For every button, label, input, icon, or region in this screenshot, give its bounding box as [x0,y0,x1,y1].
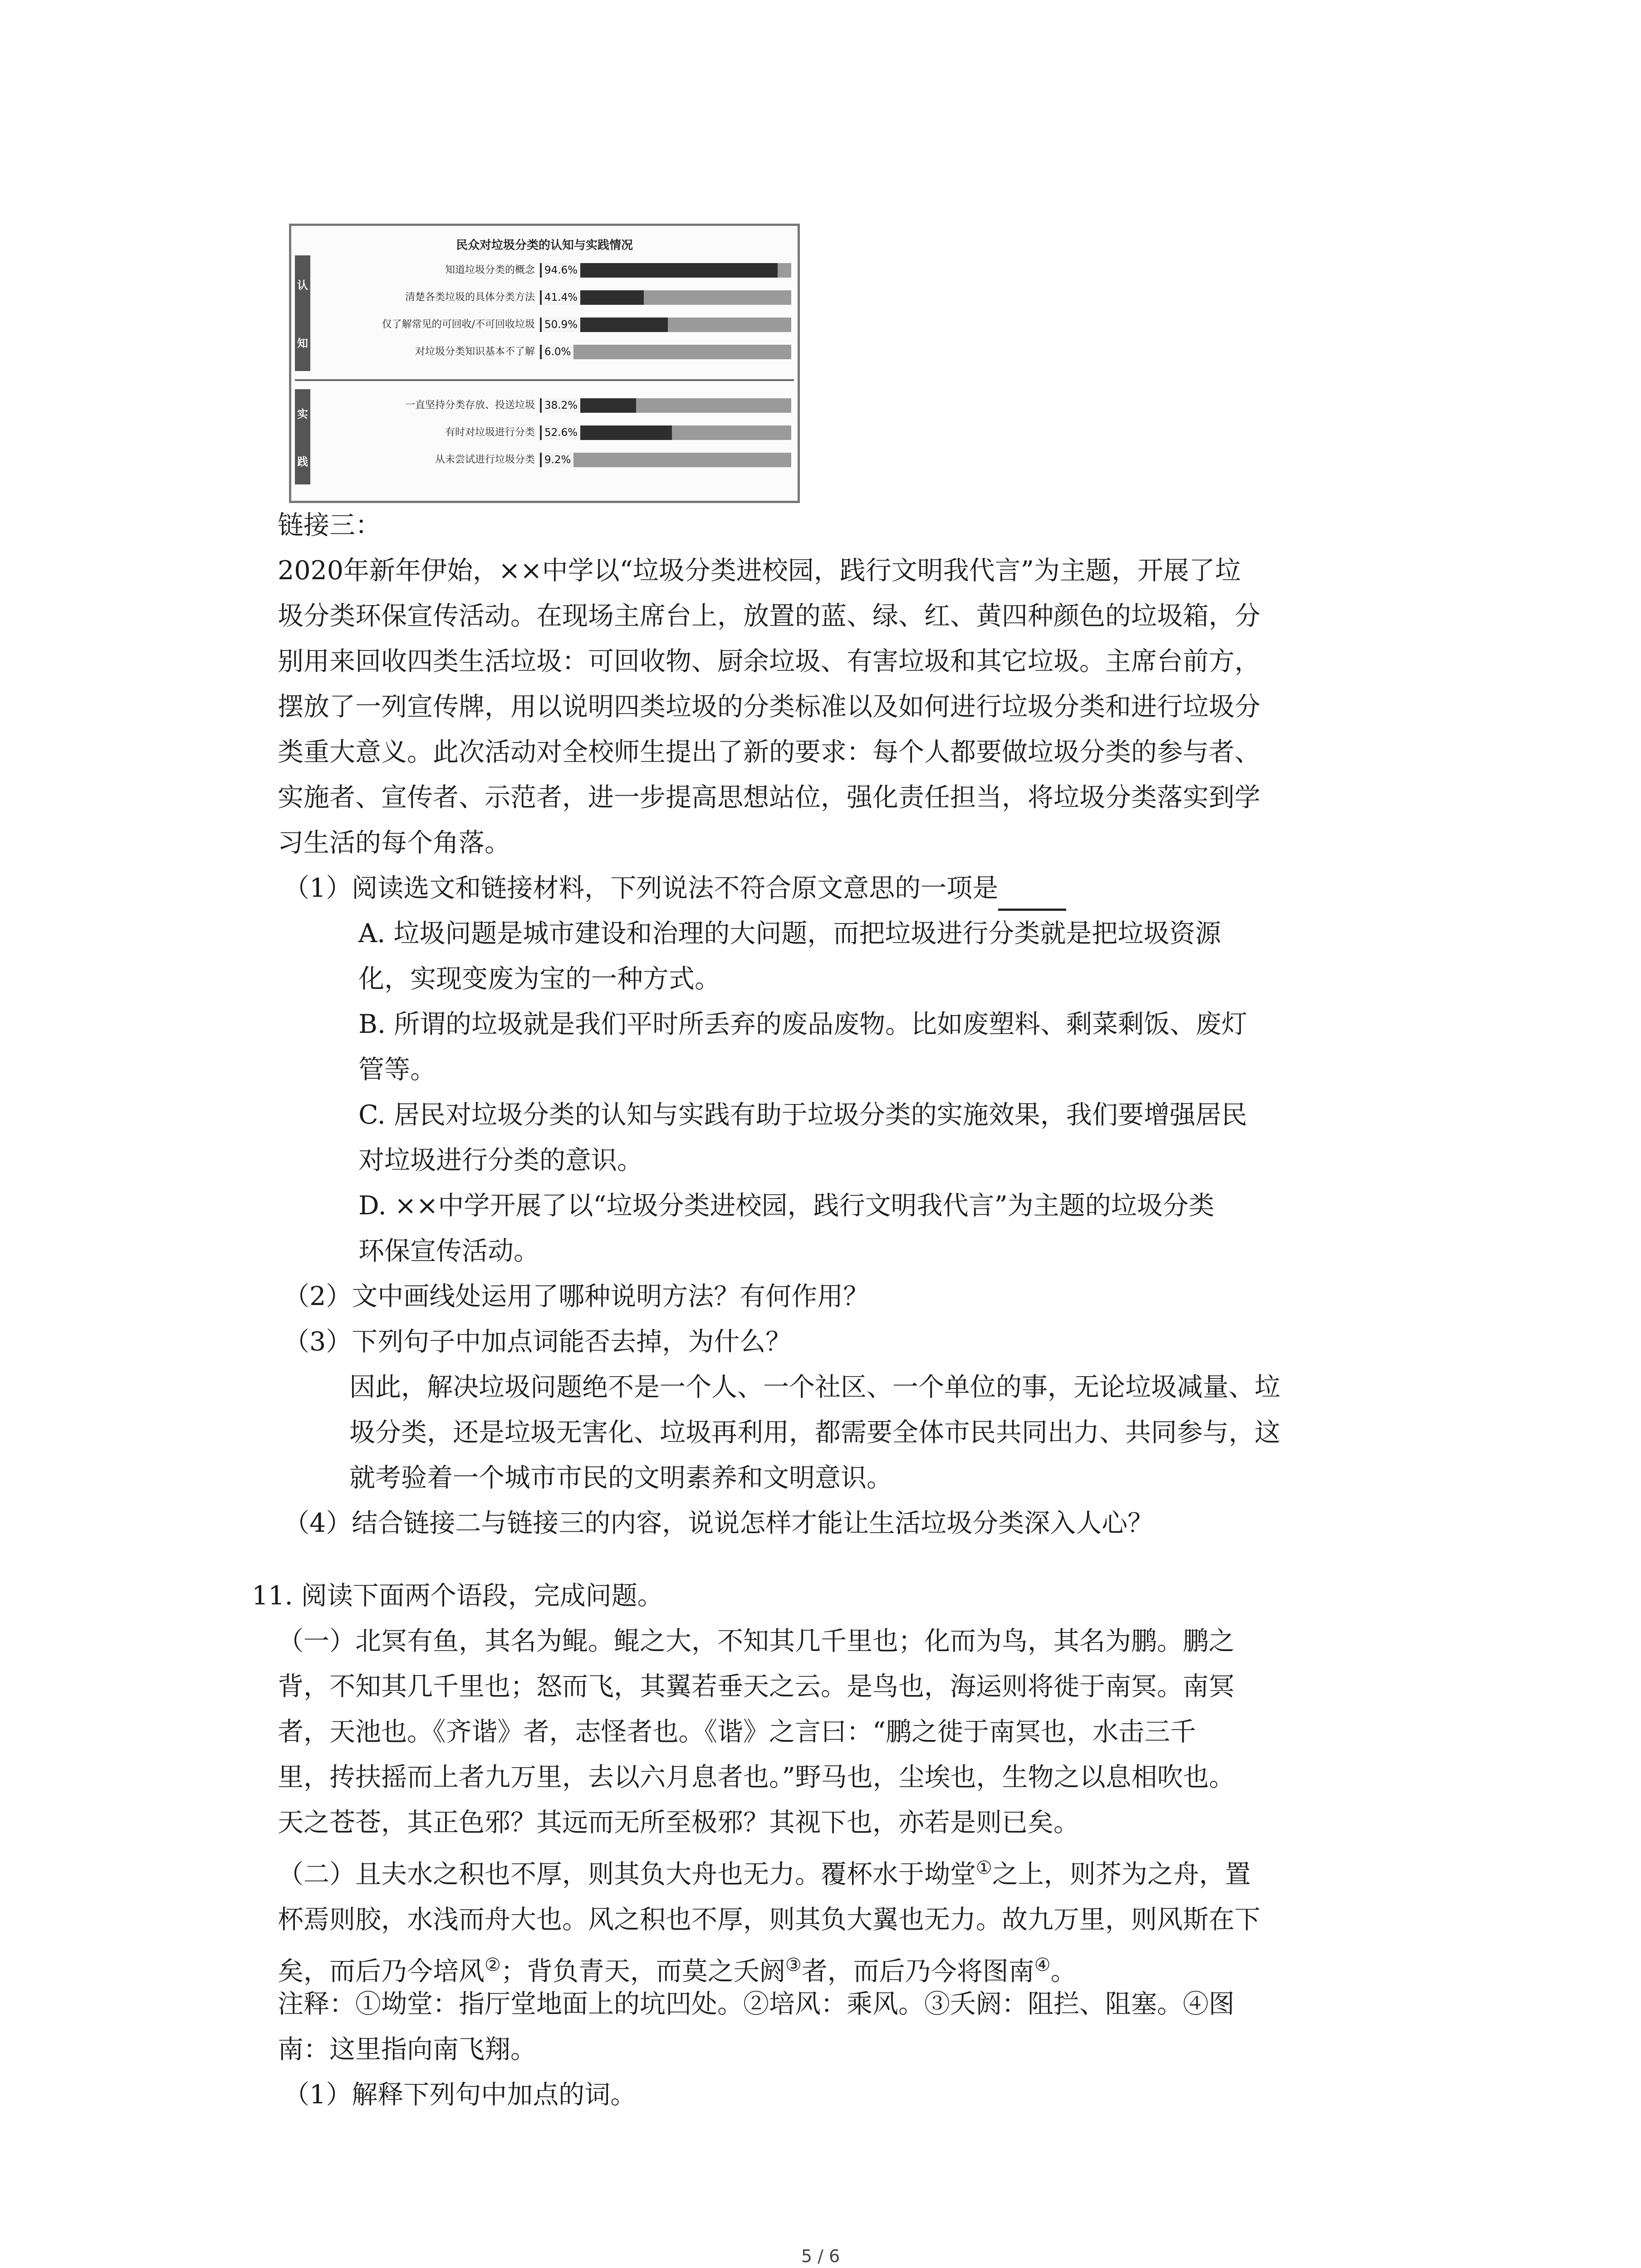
bar-value-label: 41.4% [542,290,580,305]
passage-line: 矣，而后乃今培风②；背负青天，而莫之夭阏③者，而后乃今将图南④。 [278,1955,1077,1986]
note-line: 南：这里指向南飞翔。 [278,2034,536,2064]
group-label-char: 践 [297,455,308,468]
group-label-char: 认 [297,279,308,292]
option-a-line2: 化，实现变废为宝的一种方式。 [358,964,720,994]
bar-label: 从未尝试进行垃圾分类 [435,454,535,465]
link3-line: 类重大意义。此次活动对全校师生提出了新的要求：每个人都要做垃圾分类的参与者、 [278,737,1260,767]
option-d-line1: D. ××中学开展了以“垃圾分类进校园，践行文明我代言”为主题的垃圾分类 [358,1191,1215,1221]
passage-notes [278,1981,1439,2072]
bar-track [540,345,791,359]
option-a-line1: A. 垃圾问题是城市建设和治理的大问题，而把垃圾进行分类就是把垃圾资源 [358,919,1221,948]
link3-line: 圾分类环保宣传活动。在现场主席台上，放置的蓝、绿、红、黄四种颜色的垃圾箱，分 [278,601,1260,631]
option-c-line1: C. 居民对垃圾分类的认知与实践有助于垃圾分类的实施效果，我们要增强居民 [358,1100,1247,1130]
garbage-survey-chart [289,224,800,503]
link3-line: 实施者、宣传者、示范者，进一步提高思想站位，强化责任担当，将垃圾分类落实到学 [278,782,1260,812]
bar-label: 对垃圾分类知识基本不了解 [415,346,535,357]
note-line: 注释：①坳堂：指厅堂地面上的坑凹处。②培风：乘风。③夭阏：阻拦、阻塞。④图 [278,1989,1234,2019]
note-marker: ③ [785,1955,802,1975]
group-label-1 [295,389,310,484]
group-divider [295,379,794,381]
quote-line: 因此，解决垃圾问题绝不是一个人、一个社区、一个单位的事，无论垃圾减量、垃 [349,1372,1280,1402]
bar-track [540,425,791,440]
question-1 [284,865,1066,911]
link3-paragraph [278,548,1439,865]
option-d-line2: 环保宣传活动。 [358,1236,539,1266]
bar-label: 清楚各类垃圾的具体分类方法 [405,292,535,303]
bar-value-label: 50.9% [542,318,580,332]
chart-title: 民众对垃圾分类的认知与实践情况 [456,239,633,252]
question-1-options [358,911,1520,1274]
group-label-char: 实 [297,408,308,420]
bar-row [313,288,787,307]
passage-line: 背，不知其几千里也；怒而飞，其翼若垂天之云。是鸟也，海运则将徙于南冥。南冥 [278,1672,1234,1701]
question-11-sub1: （1）解释下列句中加点的词。 [284,2080,637,2110]
bar-label: 有时对垃圾进行分类 [445,427,535,438]
group-label-char: 知 [297,337,308,350]
passage-line: 者，天池也。《齐谐》者，志怪者也。《谐》之言曰：“鹏之徙于南冥也，水击三千 [278,1717,1196,1747]
bar-track [540,263,791,278]
question-3-quote [349,1364,1511,1501]
page-number: 5 / 6 [801,2246,840,2266]
question-4: （4）结合链接二与链接三的内容，说说怎样才能让生活垃圾分类深入人心？ [284,1508,1154,1538]
bar-value-label: 9.2% [542,453,573,467]
question-3-stem: （3）下列句子中加点词能否去掉，为什么？ [284,1327,792,1357]
question-1-stem: （1）阅读选文和链接材料，下列说法不符合原文意思的一项是 [284,873,999,903]
bar-row [313,396,787,415]
bar-value-label: 6.0% [542,345,573,359]
bar-track [540,398,791,413]
note-marker: ④ [1034,1955,1051,1975]
group-label-0 [295,255,310,371]
bar-label: 一直坚持分类存放、投送垃圾 [405,400,535,411]
passage-line: 杯焉则胶，水浅而舟大也。风之积也不厚，则其负大翼也无力。故九万里，则风斯在下 [278,1905,1260,1935]
bar-value-label: 94.6% [542,263,580,278]
option-b-line1: B. 所谓的垃圾就是我们平时所丢弃的废品废物。比如废塑料、剩菜剩饭、废灯 [358,1009,1248,1039]
option-b-line2: 管等。 [358,1055,436,1085]
bar-row [313,451,787,469]
question-11-title: 11. 阅读下面两个语段，完成问题。 [252,1581,663,1611]
passage-line: （一）北冥有鱼，其名为鲲。鲲之大，不知其几千里也；化而为鸟，其名为鹏。鹏之 [278,1626,1234,1656]
answer-blank [998,881,1066,911]
bar-value-label: 52.6% [542,425,580,440]
passage-line: 天之苍苍，其正色邪？其远而无所至极邪？其视下也，亦若是则已矣。 [278,1808,1079,1838]
question-2: （2）文中画线处运用了哪种说明方法？有何作用？ [284,1281,869,1311]
link3-line: 习生活的每个角落。 [278,828,510,858]
note-marker: ① [976,1857,992,1878]
passage-line: 里，抟扶摇而上者九万里，去以六月息者也。”野马也，尘埃也，生物之以息相吹也。 [278,1762,1235,1792]
bar-label: 知道垃圾分类的概念 [445,264,535,276]
bar-label: 仅了解常见的可回收/不可回收垃圾 [382,319,535,330]
bar-row [313,343,787,361]
bar-row [313,424,787,442]
link3-line: 别用来回收四类生活垃圾：可回收物、厨余垃圾、有害垃圾和其它垃圾。主席台前方， [278,646,1260,676]
link3-line: 摆放了一列宣传牌，用以说明四类垃圾的分类标准以及如何进行垃圾分类和进行垃圾分 [278,692,1260,722]
bar-row [313,261,787,279]
bar-value-label: 38.2% [542,398,580,413]
passage-line: （二）且夫水之积也不厚，则其负大舟也无力。覆杯水于坳堂①之上，则芥为之舟，置 [278,1857,1251,1889]
passage-part-2 [278,1845,1439,1994]
bar-row [313,316,787,334]
bar-track [540,290,791,305]
note-marker: ② [485,1955,501,1975]
link3-heading: 链接三： [278,510,381,540]
link3-line: 2020年新年伊始，××中学以“垃圾分类进校园，践行文明我代言”为主题，开展了垃 [278,556,1241,586]
bar-track [540,453,791,467]
passage-part-1 [278,1618,1439,1845]
option-c-line2: 对垃圾进行分类的意识。 [358,1145,643,1175]
bar-track [540,318,791,332]
quote-line: 就考验着一个城市市民的文明素养和文明意识。 [349,1463,892,1493]
quote-line: 圾分类，还是垃圾无害化、垃圾再利用，都需要全体市民共同出力、共同参与，这 [349,1418,1280,1447]
